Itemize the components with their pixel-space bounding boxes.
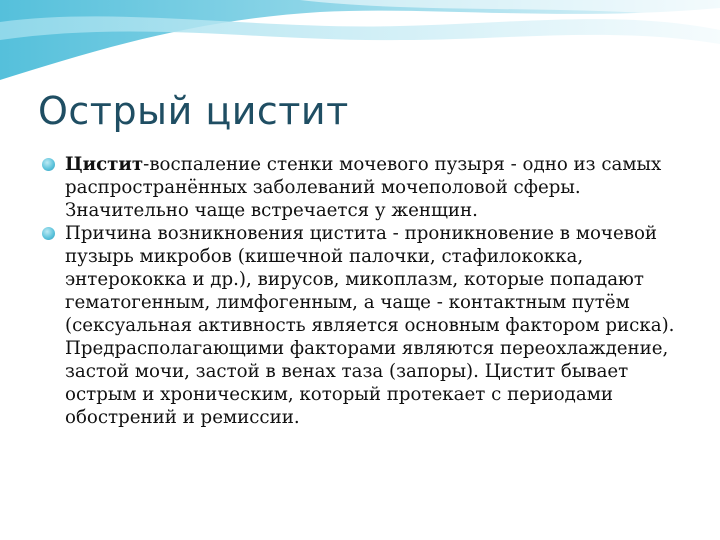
bullet-text: -воспаление стенки мочевого пузыря - одно из самых распространённых заболеваний мочеполовой сферы. Значительно чаще встречается у женщин. [65,154,662,221]
bullet-icon [42,158,55,171]
bullet-text: Причина возникновения цистита - проникновение в мочевой пузырь микробов (кишечной палочки, стафилококка, энтерококка и др.), вирусов, микоплазм, которые попадают гематогенным, лимфогенным, а чаще - контактным путём (сексуальная активность является основным фактором риска). Предрасполагающими факторами являются переохлаждение, застой мочи, застой в венах таза (запоры). Цистит бывает острым и хроническим, который протекает с периодами обострений и ремиссии. [65,223,675,428]
slide-title: Острый цистит [38,89,349,133]
bullet-item-cause [40,222,685,429]
bullet-item-definition [40,153,685,222]
bullet-icon [42,227,55,240]
header-wave-decoration [0,0,720,90]
bullet-term: Цистит [65,154,144,175]
bullet-list [40,153,685,429]
